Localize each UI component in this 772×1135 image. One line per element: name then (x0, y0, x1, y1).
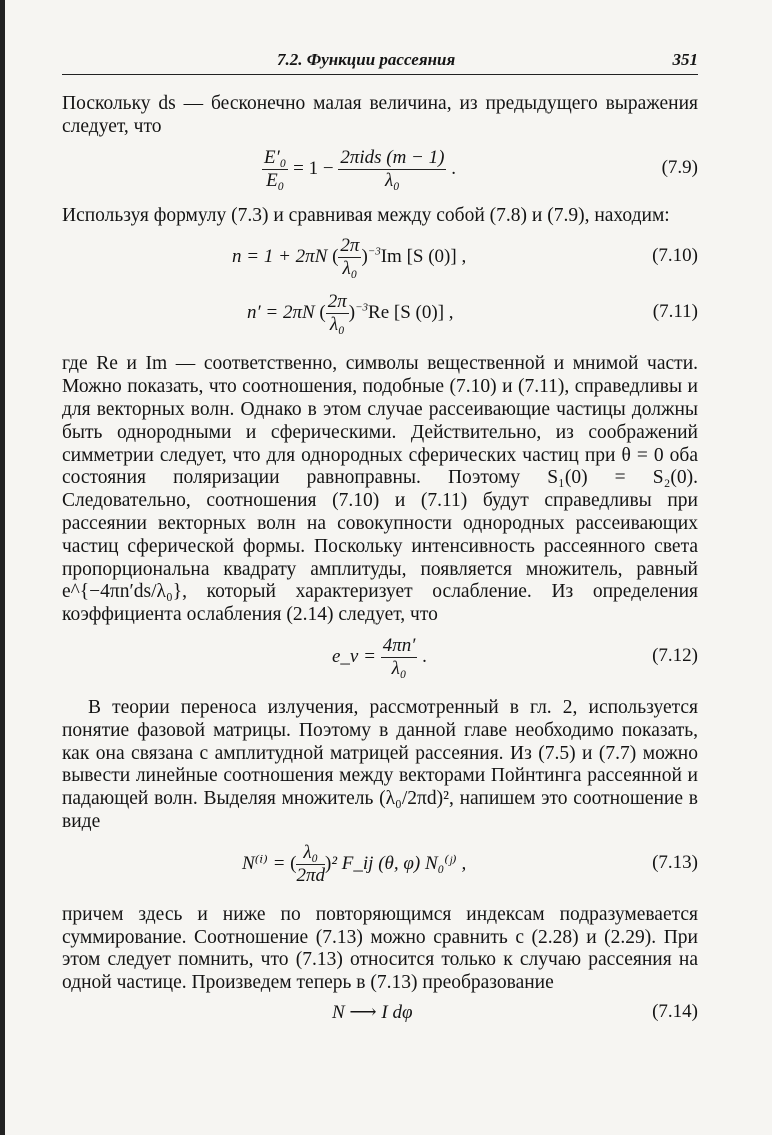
equation-7-10: n = 1 + 2πN ( $\frac{2\pi}{\text{λ₀}}$ )$^{-3}$Im [S (0)] , (7.10) (232, 235, 698, 280)
page (62, 44, 698, 1035)
paragraph-4: В теории переноса излучения, рассмотренный в гл. 2, используется понятие фазовой матрицы. Поэтому в данной главе необходимо показать, как она связана с амплитудной матрицей рассеяния. Из (7.5) и (7.7) можно вывести линейные соотношения между векторами Пойнтинга рассеянной и падающей волн. Выделяя множитель (λ₀/2πd)², напишем это соотношение в виде (62, 696, 698, 832)
equation-7-13: N⁽ⁱ⁾ = ( $\frac{\text{λ₀}}{2\pi d}$ )² F_ij (θ, φ) N₀⁽ʲ⁾ , (7.13) (242, 841, 698, 886)
equation-7-12: e_v = $\frac{4\pi n'}{\text{λ₀}}$ . (7.12) (332, 634, 698, 679)
page-number: 351 (672, 50, 698, 69)
equation-number: (7.14) (652, 1000, 698, 1022)
equation-number: (7.12) (652, 644, 698, 666)
equation-number: (7.10) (652, 245, 698, 267)
equation-7-11: n′ = 2πN ( $\frac{2\pi}{\text{λ₀}}$ )$^{-3}$Re [S (0)] , (7.11) (247, 291, 698, 336)
equation-number: (7.9) (661, 156, 698, 178)
equation-7-9: $\frac{\text{E′₀}}{\text{E₀}}$ = 1 − $\frac{\text{2πids (m − 1)}}{\text{λ₀}}$ . (7.9) (264, 146, 698, 191)
paragraph-1: Поскольку ds — бесконечно малая величина, из предыдущего выражения следует, что (62, 93, 698, 137)
equation-7-14: N ⟶ I dφ (7.14) (332, 1000, 698, 1023)
paragraph-2: Используя формулу (7.3) и сравнивая между собой (7.8) и (7.9), находим: (62, 204, 670, 226)
equation-number: (7.11) (652, 301, 698, 323)
paragraph-5: причем здесь и ниже по повторяющимся индексам подразумевается суммирование. Соотношение (7.13) можно сравнить с (2.28) и (2.29). При этом следует помнить, что (7.13) относится только к случаю рассеяния на одной частице. Произведем теперь в (7.13) преобразование (62, 903, 698, 994)
running-header (62, 44, 698, 75)
page-edge (0, 0, 5, 1135)
paragraph-3: где Re и Im — соответственно, символы вещественной и мнимой части. Можно показать, что соотношения, подобные (7.10) и (7.11), справедливы и для векторных волн. Однако в этом случае рассеивающие частицы должны быть однородными и сферическими. Действительно, из соображений симметрии следует, что для однородных сферических частиц при θ = 0 оба состояния поляризации равноправны. Поэтому S₁(0) = S₂(0). Следовательно, соотношения (7.10) и (7.11) будут справедливы при рассеянии векторных волн на совокупности однородных рассеивающих частиц сферической формы. Поскольку интенсивность рассеянного света пропорциональна квадрату амплитуды, появляется множитель, равный e^{−4πn′ds/λ₀}, который характеризует ослабление. Из определения коэффициента ослабления (2.14) следует, что (62, 353, 698, 626)
section-title: 7.2. Функции рассеяния (277, 50, 456, 69)
equation-number: (7.13) (652, 851, 698, 873)
